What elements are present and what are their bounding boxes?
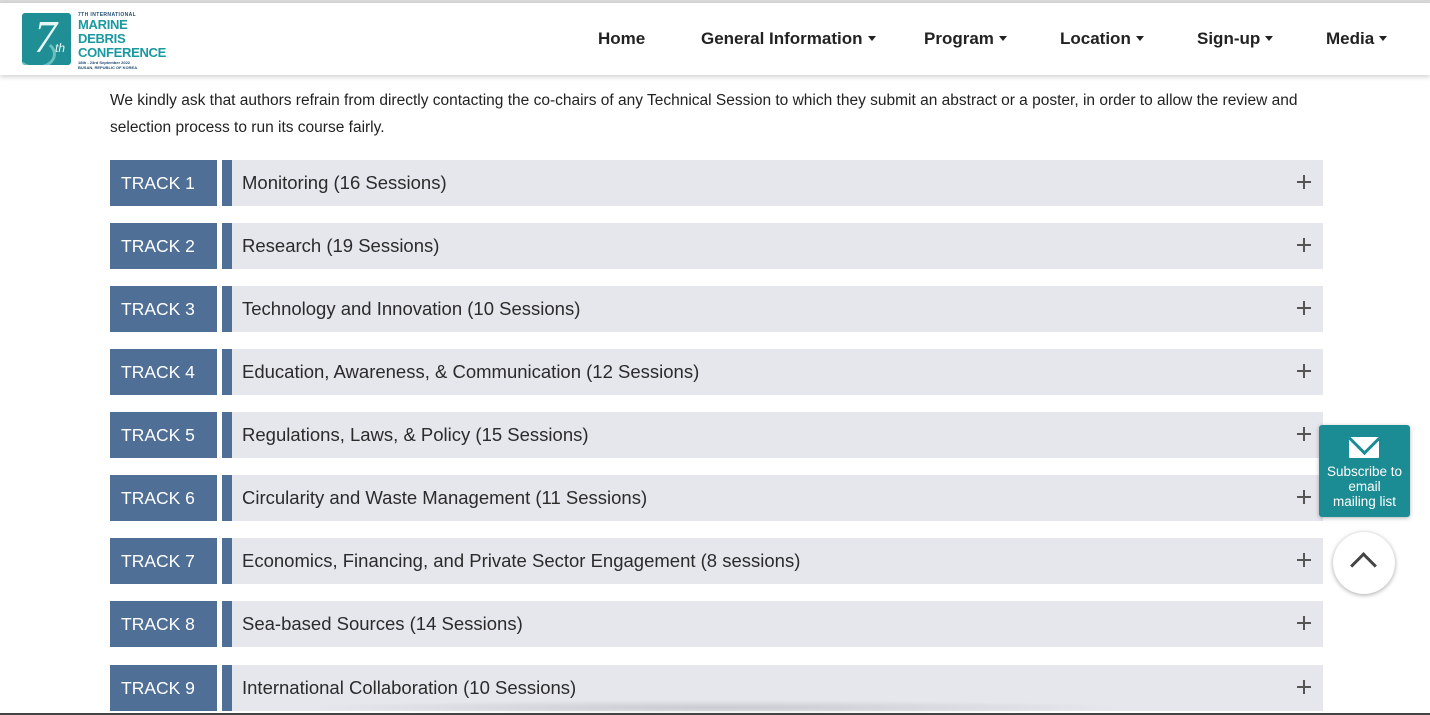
logo-title-line1: MARINE DEBRIS xyxy=(78,17,128,46)
logo-place: BUSAN, REPUBLIC OF KOREA xyxy=(78,65,138,70)
track-title-container xyxy=(232,160,1323,206)
track-label: TRACK 1 xyxy=(110,160,217,206)
logo-badge-number: 7 xyxy=(34,13,57,62)
track-label: TRACK 4 xyxy=(110,349,217,395)
track-label: TRACK 3 xyxy=(110,286,217,332)
track-title: International Collaboration (10 Sessions) xyxy=(242,677,577,698)
subscribe-label xyxy=(1319,464,1410,509)
track-title: Circularity and Waste Management (11 Sessions) xyxy=(242,487,648,508)
caret-down-icon xyxy=(1379,36,1387,41)
nav-sign-up-label: Sign-up xyxy=(1197,29,1261,48)
nav-program[interactable] xyxy=(924,29,1007,49)
mail-icon xyxy=(1349,437,1379,458)
nav-general-information[interactable] xyxy=(701,29,876,49)
plus-icon[interactable] xyxy=(1297,301,1311,315)
nav-media[interactable] xyxy=(1326,29,1387,49)
track-row-7[interactable] xyxy=(110,538,1323,584)
track-title: Monitoring (16 Sessions) xyxy=(242,172,447,193)
plus-icon[interactable] xyxy=(1297,175,1311,189)
nav-sign-up[interactable] xyxy=(1197,29,1273,49)
subscribe-label-line3: mailing list xyxy=(1332,494,1397,509)
track-accent-bar xyxy=(222,665,232,711)
track-label: TRACK 7 xyxy=(110,538,217,584)
site-header xyxy=(0,3,1430,75)
logo-badge xyxy=(22,13,71,65)
track-title-container xyxy=(232,286,1323,332)
intro-paragraph: We kindly ask that authors refrain from directly contacting the co-chairs of any Technical Session to which they submit an abstract or a poster, in order to allow the review and selection process to run its course fairly. xyxy=(110,92,1298,136)
subscribe-label-line1: Subscribe to xyxy=(1326,464,1403,479)
scroll-to-top-button[interactable] xyxy=(1333,532,1395,594)
plus-icon[interactable] xyxy=(1297,364,1311,378)
nav-location-label: Location xyxy=(1060,29,1131,48)
logo-text xyxy=(78,12,168,70)
caret-down-icon xyxy=(1265,36,1273,41)
track-title-container xyxy=(232,223,1323,269)
plus-icon[interactable] xyxy=(1297,490,1311,504)
track-label: TRACK 9 xyxy=(110,665,217,711)
nav-location[interactable] xyxy=(1060,29,1144,49)
track-title: Economics, Financing, and Private Sector Engagement (8 sessions) xyxy=(242,550,801,571)
track-accent-bar xyxy=(222,475,232,521)
track-accent-bar xyxy=(222,160,232,206)
track-row-2[interactable] xyxy=(110,223,1323,269)
track-accent-bar xyxy=(222,412,232,458)
nav-general-information-label: General Information xyxy=(701,29,863,48)
plus-icon[interactable] xyxy=(1297,427,1311,441)
track-label: TRACK 2 xyxy=(110,223,217,269)
track-row-8[interactable] xyxy=(110,601,1323,647)
track-title-container xyxy=(232,475,1323,521)
track-title: Sea-based Sources (14 Sessions) xyxy=(242,613,523,634)
logo-title-line2: CONFERENCE xyxy=(78,45,167,60)
track-accent-bar xyxy=(222,286,232,332)
caret-down-icon xyxy=(999,36,1007,41)
track-title-container xyxy=(232,349,1323,395)
nav-home-label: Home xyxy=(598,29,646,48)
track-title: Regulations, Laws, & Policy (15 Sessions) xyxy=(242,424,589,445)
logo-dates: 18th - 23rd September 2022 xyxy=(78,60,131,65)
track-row-4[interactable] xyxy=(110,349,1323,395)
track-label: TRACK 5 xyxy=(110,412,217,458)
track-label: TRACK 8 xyxy=(110,601,217,647)
plus-icon[interactable] xyxy=(1297,616,1311,630)
plus-icon[interactable] xyxy=(1297,238,1311,252)
track-row-5[interactable] xyxy=(110,412,1323,458)
track-accent-bar xyxy=(222,601,232,647)
track-accent-bar xyxy=(222,538,232,584)
plus-icon[interactable] xyxy=(1297,680,1311,694)
subscribe-label-line2: email xyxy=(1348,479,1381,494)
track-title-container xyxy=(232,601,1323,647)
track-title-container xyxy=(232,538,1323,584)
nav-home[interactable] xyxy=(598,29,645,49)
track-row-3[interactable] xyxy=(110,286,1323,332)
caret-down-icon xyxy=(868,36,876,41)
track-accent-bar xyxy=(222,223,232,269)
conference-logo[interactable] xyxy=(22,12,167,68)
caret-down-icon xyxy=(1136,36,1144,41)
track-title: Research (19 Sessions) xyxy=(242,235,440,256)
track-title-container xyxy=(232,412,1323,458)
subscribe-mailing-list-button[interactable] xyxy=(1319,425,1410,517)
nav-program-label: Program xyxy=(924,29,994,48)
logo-edition: 7TH INTERNATIONAL xyxy=(78,12,137,18)
logo-badge-suffix: th xyxy=(55,41,66,55)
track-label: TRACK 6 xyxy=(110,475,217,521)
track-row-6[interactable] xyxy=(110,475,1323,521)
track-accent-bar xyxy=(222,349,232,395)
nav-media-label: Media xyxy=(1326,29,1375,48)
track-title: Education, Awareness, & Communication (12 Sessions) xyxy=(242,361,700,382)
plus-icon[interactable] xyxy=(1297,553,1311,567)
track-title: Technology and Innovation (10 Sessions) xyxy=(242,298,581,319)
track-row-1[interactable] xyxy=(110,160,1323,206)
